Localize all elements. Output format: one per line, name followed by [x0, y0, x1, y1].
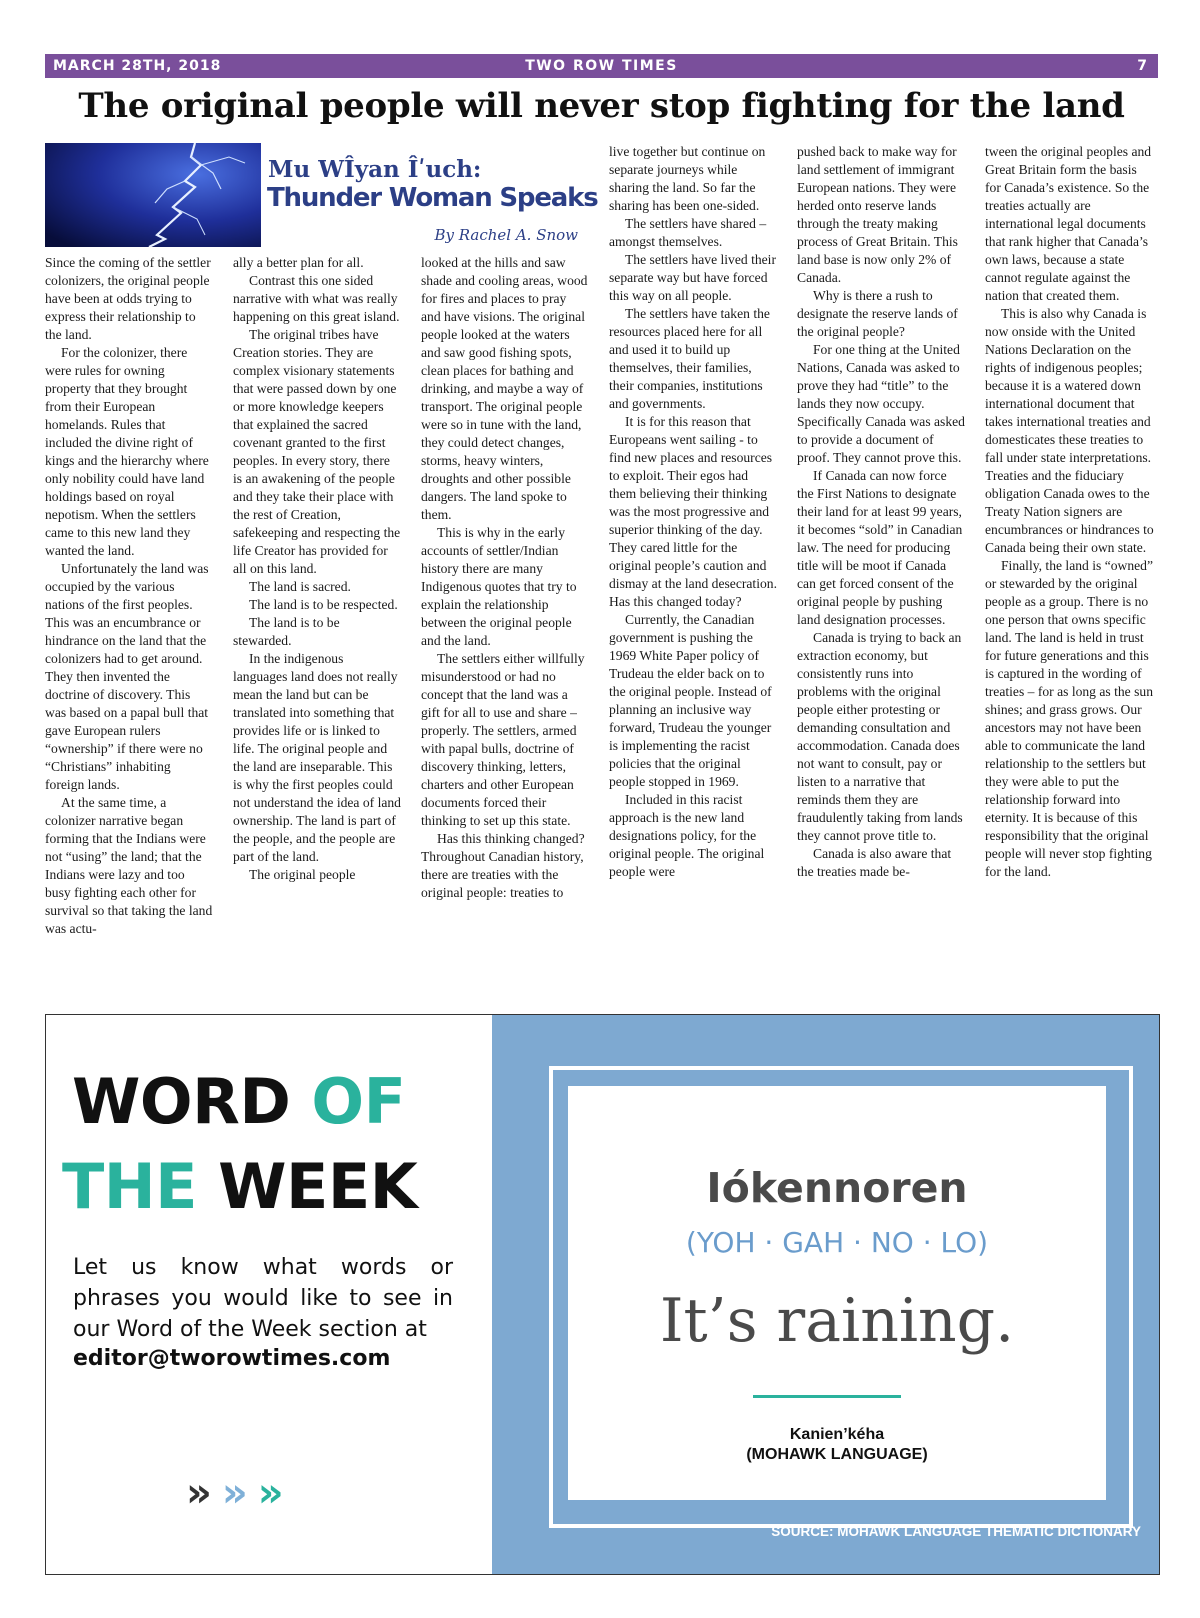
page-number: 7 [1137, 58, 1148, 74]
paragraph: The settlers have shared – amongst themselves. [609, 216, 767, 249]
article-column-6 [985, 143, 1155, 881]
language-name: Kanien’kéha [789, 1426, 885, 1443]
paragraph: live together but continue on separate journeys while sharing the land. So far the sharing has been one-sided. [609, 144, 766, 213]
paragraph: tween the original peoples and Great Britain form the basis for Canada’s existence. So the treaties actually are international legal documents that rank higher that Canada’s own laws, because a state cannot regulate against the nation that created them. [985, 144, 1152, 303]
title-week: WEEK [218, 1150, 418, 1223]
paragraph: Since the coming of the settler colonizers, the original people have been at odds trying to express their relationship to the land. [45, 255, 211, 342]
byline: By Rachel A. Snow [434, 226, 578, 244]
title-word: WORD [72, 1065, 291, 1138]
paragraph: Why is there a rush to designate the reserve lands of the original people? [797, 288, 958, 339]
column-title: Thunder Woman Speaks [267, 183, 598, 213]
pronunciation: (YOH · GAH · NO · LO) [685, 1226, 989, 1259]
paragraph: This is why in the early accounts of settler/Indian history there are many Indigenous quotes that try to explain the relationship between the original people and the land. [421, 525, 577, 648]
paragraph: In the indigenous languages land does not really mean the land but can be translated into something that provides life or is linked to life. The original people and the land are inseparable. This is why the first peoples could not understand the idea of land ownership. The land is part of the people, and the people are part of the land. [233, 651, 401, 864]
paragraph: The settlers either willfully misunderstood or had no concept that the land was a gift for all to use and share – properly. The settlers, armed with papal bulls, doctrine of discovery thinking, letters, charters and other European documents forced their thinking to set up this state. [421, 651, 585, 828]
article-column-3 [421, 254, 589, 902]
article-column-1 [45, 254, 213, 938]
mohawk-word: Iókennoren [706, 1164, 968, 1212]
paragraph: looked at the hills and saw shade and cooling areas, wood for fires and places to pray and have visions. The original people looked at the waters and saw good fishing spots, clean places for bathing and drinking, and maybe a way of transport. The original people were so in tune with the land, they could detect changes, storms, heavy winters, droughts and other possible dangers. The land spoke to them. [421, 255, 588, 522]
paragraph: Currently, the Canadian government is pushing the 1969 White Paper policy of Trudeau the elder back on to the original people. Instead of planning an inclusive way forward, Trudeau the younger is implementing the racist policies that the original people stopped in 1969. [609, 612, 772, 789]
paragraph: The original people [249, 867, 356, 882]
divider [753, 1395, 901, 1398]
word-panel [492, 1015, 1159, 1574]
lightning-image [45, 143, 261, 247]
paragraph: This is also why Canada is now onside with the United Nations Declaration on the rights of indigenous peoples; because it is a watered down international document that takes international treaties and domesticates these treaties to fall under state interpretations. Treaties and the fiduciary obligation Canada owes to the Treaty Nation signers are encumbrances or hindrances to Canada being their own state. [985, 306, 1154, 555]
paragraph: Finally, the land is “owned” or stewarded by the original people as a group. There is no one person that owns specific land. The land is held in trust for future generations and this is captured in the wording of treaties – for as long as the sun shines; and grass grows. Our ancestors may not have been able to communicate the land relationship to the settlers but they were able to put the relationship forward into eternity. It is because of this responsibility that the original people will never stop fighting for the land. [985, 558, 1154, 879]
chevron-right-icon: » [186, 1470, 222, 1516]
paragraph: At the same time, a colonizer narrative began forming that the Indians were not “using” the land; that the Indians were lazy and too busy fighting each other for survival so that taking the land was actu- [45, 795, 213, 936]
chevron-arrows [186, 1470, 294, 1516]
word-of-the-week-info [46, 1015, 491, 1574]
paragraph: The land is to be stewarded. [233, 615, 340, 648]
chevron-right-icon: » [221, 1470, 258, 1516]
paragraph: The settlers have lived their separate way but have forced this way on all people. [609, 252, 776, 303]
issue-date: MARCH 28TH, 2018 [53, 58, 222, 74]
word-of-the-week-box [45, 1014, 1160, 1575]
paragraph: Contrast this one sided narrative with what was really happening on this great island. [233, 273, 400, 324]
article-column-5 [797, 143, 965, 881]
paragraph: It is for this reason that Europeans went sailing - to find new places and resources to exploit. Their egos had them believing their thinking was the most progressive and superior thinking of the day. They cared little for the original people’s caution and dismay at the land desecration. Has this changed today? [609, 414, 777, 609]
paragraph: Unfortunately the land was occupied by the various nations of the first peoples. This was an encumbrance or hindrance on the land that the colonizers had to get around. They then invented the doctrine of discovery. This was based on a papal bull that gave European rulers “ownership” if there were no “Christians” inhabiting foreign lands. [45, 561, 209, 792]
paragraph: Canada is also aware that the treaties made be- [797, 846, 952, 879]
language-english-name: (MOHAWK LANGUAGE) [746, 1446, 928, 1463]
newspaper-name: TWO ROW TIMES [525, 58, 678, 74]
paragraph: The land is to be respected. [249, 597, 398, 612]
article-column-2 [233, 254, 401, 884]
paragraph: pushed back to make way for land settlement of immigrant European nations. They were herded onto reserve lands through the treaty making process of Great Britain. This land base is now only 2% of Canada. [797, 144, 958, 285]
wotw-title-line-1 [72, 1065, 405, 1138]
paragraph: The settlers have taken the resources placed here for all and used it to build up themselves, their families, their companies, institutions and governments. [609, 306, 770, 411]
english-meaning: It’s raining. [659, 1286, 1015, 1356]
paragraph: For the colonizer, there were rules for owning property that they brought from their European homelands. Rules that included the divine right of kings and the hierarchy where only nobility could have land holdings based on royal nepotism. When the settlers came to this new land they wanted the land. [45, 345, 209, 558]
article-column-4 [609, 143, 777, 881]
chevron-right-icon: » [257, 1470, 294, 1516]
wotw-title-line-2 [62, 1150, 417, 1223]
paragraph: Has this thinking changed? Throughout Canadian history, there are treaties with the original people: treaties to [421, 831, 585, 900]
source-credit: SOURCE: MOHAWK LANGUAGE THEMATIC DICTIONARY [771, 1524, 1141, 1539]
title-the: THE [62, 1150, 198, 1223]
paragraph: For one thing at the United Nations, Canada was asked to prove they had “title” to the lands they now occupy. Specifically Canada was asked to provide a document of proof. They cannot prove this. [797, 342, 965, 465]
paragraph: ally a better plan for all. [233, 255, 364, 270]
column-native-title: Mu WÎyan Îʹuch: [268, 156, 482, 183]
editor-email-link[interactable]: editor@tworowtimes.com [73, 1346, 391, 1371]
title-of: OF [311, 1065, 406, 1138]
header-band [45, 54, 1158, 78]
word-card [568, 1086, 1106, 1500]
paragraph: Canada is trying to back an extraction economy, but consistently runs into problems with the original people either protesting or demanding consultation and accommodation. Canada does not want to consult, pay or listen to a narrative that reminds them they are fraudulently taking from lands they cannot prove title to. [797, 630, 963, 843]
paragraph: If Canada can now force the First Nations to designate their land for at least 99 years, it becomes “sold” in Canadian law. The need for producing title will be moot if Canada can get forced consent of the original people by pushing land designation processes. [797, 468, 963, 627]
page-headline: The original people will never stop fighting for the land [78, 86, 1125, 126]
paragraph: The original tribes have Creation stories. They are complex visionary statements that were passed down by one or more knowledge keepers that explained the sacred covenant granted to the first peoples. In every story, there is an awakening of the people and they take their place with the rest of Creation, safekeeping and respecting the life Creator has provided for all on this land. [233, 327, 401, 576]
wotw-prompt: Let us know what words or phrases you would like to see in our Word of the Week section at [73, 1255, 453, 1342]
paragraph: The land is sacred. [249, 579, 351, 594]
paragraph: Included in this racist approach is the new land designations policy, for the original people. The original people were [609, 792, 765, 879]
